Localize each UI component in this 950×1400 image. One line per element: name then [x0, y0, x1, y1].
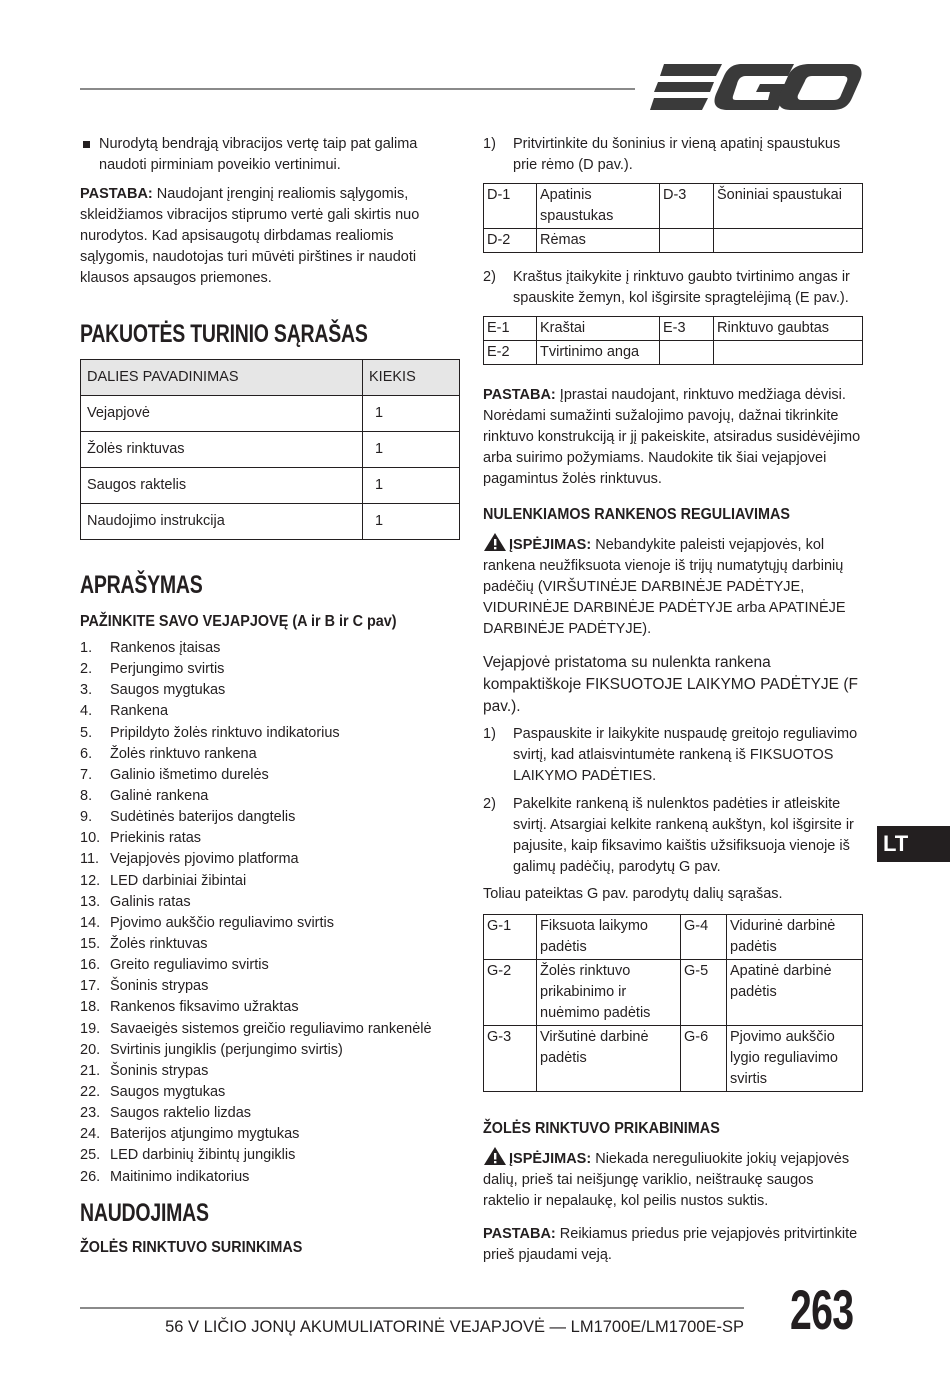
cell-code: [660, 341, 714, 365]
cell-qty: 1: [363, 468, 460, 504]
cell-qty: 1: [363, 396, 460, 432]
list-item: [80, 744, 460, 765]
list-item: [80, 1103, 460, 1124]
list-item-label: Vejapjovės pjovimo platforma: [110, 851, 299, 868]
cell-part: Vejapjovė: [81, 396, 363, 432]
list-item: [80, 786, 460, 807]
list-item: [80, 934, 460, 955]
list-item: [80, 1167, 460, 1188]
note-accessories: PASTABA: Reikiamus priedus prie vejapjovės pritvirtinkite prieš pjaudami veją.: [483, 1226, 858, 1263]
list-item-number: 5.: [80, 724, 93, 741]
list-item-number: 2.: [80, 661, 93, 678]
warning-triangle-icon: [483, 532, 507, 552]
list-item: [80, 680, 460, 701]
footer-title: 56 V LIČIO JONŲ AKUMULIATORINĖ VEJAPJOVĖ — LM1700E/LM1700E-SP: [165, 1318, 744, 1336]
cell-code: G-2: [484, 960, 537, 1026]
list-item: [80, 871, 460, 892]
list-item-number: 10.: [80, 830, 101, 847]
list-item: [80, 765, 460, 786]
operation-title: NAUDOJIMAS: [80, 1198, 209, 1227]
table-row: [484, 341, 863, 365]
list-item-number: 11.: [80, 851, 100, 868]
list-item-label: Priekinis ratas: [110, 830, 202, 847]
attach-title: ŽOLĖS RINKTUVO PRIKABINIMAS: [483, 1120, 720, 1137]
ego-logo: [650, 62, 862, 114]
list-item-number: 6.: [80, 745, 93, 762]
list-item: [80, 849, 460, 870]
list-item: [80, 1124, 460, 1145]
list-item-label: Galinio išmetimo durelės: [110, 766, 269, 783]
table-row: [484, 317, 863, 341]
cell-label: Rėmas: [537, 229, 660, 253]
list-item: [80, 828, 460, 849]
list-item: [80, 1019, 460, 1040]
list-item-label: Pjovimo aukščio reguliavimo svirtis: [110, 914, 335, 931]
list-item-number: 16.: [80, 957, 101, 974]
handle-step-2: 2) Pakelkite rankeną iš nulenktos padėties ir atleiskite svirtį. Atsargiai kelkite rankeną aukštyn, kol išgirsite ir pajusite, kaip fiksavimo kaištis užsifiksuoja vienoje iš galimų padėčių, parodytų G pav.: [483, 796, 854, 875]
handle-step-1: 1) Paspauskite ir laikykite nuspaudę greitojo reguliavimo svirtį, kad atlaisvintumėte rankeną iš FIKSUOTOS LAIKYMO PADĖTIES.: [483, 726, 858, 784]
handle-adjust-title: NULENKIAMOS RANKENOS REGULIAVIMAS: [483, 506, 790, 523]
list-item-number: 19.: [80, 1020, 101, 1037]
list-item: [80, 1040, 460, 1061]
cell-code: G-1: [484, 915, 537, 960]
list-item: [80, 1145, 460, 1166]
table-row: [81, 432, 460, 468]
pack-contents-title: PAKUOTĖS TURINIO SĄRAŠAS: [80, 320, 368, 348]
assembly-title: ŽOLĖS RINKTUVO SURINKIMAS: [80, 1238, 303, 1256]
table-row: [484, 229, 863, 253]
cell-label: [714, 341, 863, 365]
table-row: [484, 1026, 863, 1092]
cell-label: Vidurinė darbinė padėtis: [727, 915, 863, 960]
g-intro: Toliau pateiktas G pav. parodytų dalių sąrašas.: [483, 886, 783, 902]
list-item-label: Šoninis strypas: [110, 978, 209, 995]
list-item-label: Saugos mygtukas: [110, 1083, 226, 1100]
col-header-part: DALIES PAVADINIMAS: [81, 360, 363, 396]
cell-code: G-6: [681, 1026, 727, 1092]
list-item: [80, 913, 460, 934]
cell-label: Rinktuvo gaubtas: [714, 317, 863, 341]
cell-label: Fiksuota laikymo padėtis: [537, 915, 681, 960]
list-item-number: 7.: [80, 766, 93, 783]
list-item-label: Saugos raktelio lizdas: [110, 1105, 252, 1122]
list-item-number: 20.: [80, 1041, 101, 1058]
list-item: [80, 723, 460, 744]
list-item-label: Savaeigės sistemos greičio reguliavimo rankenėlė: [110, 1020, 432, 1037]
cell-code: G-3: [484, 1026, 537, 1092]
list-item-label: Saugos mygtukas: [110, 682, 226, 699]
list-item-label: Perjungimo svirtis: [110, 661, 225, 678]
list-item: [80, 955, 460, 976]
cell-label: Viršutinė darbinė padėtis: [537, 1026, 681, 1092]
list-item-number: 21.: [80, 1062, 101, 1079]
list-item-label: Rankena: [110, 703, 169, 720]
right-column: [483, 134, 863, 1266]
table-g: [483, 914, 863, 1092]
warning-attach: ĮSPĖJIMAS: Niekada nereguliuokite jokių vejapjovės dalių, prieš tai neišjungę variklio, neištraukę saugos raktelio ir nepalaukę, kol peilis nustos suktis.: [483, 1146, 863, 1212]
list-item: [80, 638, 460, 659]
list-item-label: LED darbiniai žibintai: [110, 872, 247, 889]
table-row: [484, 184, 863, 229]
list-item-number: 15.: [80, 935, 101, 952]
list-item-label: Šoninis strypas: [110, 1062, 209, 1079]
cell-code: E-2: [484, 341, 537, 365]
cell-code: G-4: [681, 915, 727, 960]
list-item-label: Baterijos atjungimo mygtukas: [110, 1126, 300, 1143]
list-item: [80, 997, 460, 1018]
table-row: [81, 468, 460, 504]
table-row: [484, 915, 863, 960]
cell-code: D-1: [484, 184, 537, 229]
list-item-label: Žolės rinktuvas: [110, 935, 208, 952]
know-your-mower-title: PAŽINKITE SAVO VEJAPJOVĘ (A ir B ir C pav): [80, 613, 397, 630]
table-row: [81, 504, 460, 540]
warning-triangle-icon: [483, 1146, 507, 1166]
cell-label: Tvirtinimo anga: [537, 341, 660, 365]
list-item-label: LED darbinių žibintų jungiklis: [110, 1147, 296, 1164]
cell-qty: 1: [363, 432, 460, 468]
cell-code: G-5: [681, 960, 727, 1026]
cell-part: Naudojimo instrukcija: [81, 504, 363, 540]
list-item-number: 26.: [80, 1168, 101, 1185]
list-item-label: Svirtinis jungiklis (perjungimo svirtis): [110, 1041, 343, 1058]
table-header-row: [81, 360, 460, 396]
cell-label: Apatinė darbinė padėtis: [727, 960, 863, 1026]
step-2: 2) Kraštus įtaikykite į rinktuvo gaubto tvirtinimo angas ir spauskite žemyn, kol išgirsite spragtelėjimą (E pav.).: [483, 269, 850, 306]
note-vibration: PASTABA: Naudojant įrenginį realiomis sąlygomis, skleidžiamos vibracijos stiprumo vertė gali skirtis nuo nurodytos. Kad apsisaugotų dirbdamas realiomis sąlygomis, naudotojas turi mūvėti pirštines ir naudoti klausos apsaugos priemones.: [80, 186, 420, 286]
list-item-label: Galinė rankena: [110, 787, 209, 804]
vibration-bullet: Nurodytą bendrąją vibracijos vertę taip pat galima naudoti pirminiam poveikio vertinimui.: [80, 134, 460, 176]
cell-part: Saugos raktelis: [81, 468, 363, 504]
list-item-number: 12.: [80, 872, 101, 889]
list-item-number: 4.: [80, 703, 93, 720]
cell-label: [714, 229, 863, 253]
list-item-number: 24.: [80, 1126, 101, 1143]
page-number: 263: [790, 1278, 854, 1341]
list-item-label: Greito reguliavimo svirtis: [110, 957, 269, 974]
cell-qty: 1: [363, 504, 460, 540]
header-rule: [80, 88, 635, 90]
cell-label: Žolės rinktuvo prikabinimo ir nuėmimo padėtis: [537, 960, 681, 1026]
list-item: [80, 1082, 460, 1103]
table-e: [483, 316, 863, 365]
note-wear: PASTABA: Įprastai naudojant, rinktuvo medžiaga dėvisi. Norėdami sumažinti sužalojimo pavojų, dažnai tikrinkite rinktuvo konstrukciją ir jį pakeiskite, atsiradus susidėvėjimo arba suirimo požymiams. Naudokite tik šiai vejapjovei pagamintus žolės rinktuvus.: [483, 387, 861, 487]
cell-label: Pjovimo aukščio lygio reguliavimo svirtis: [727, 1026, 863, 1092]
step-1: 1) Pritvirtinkite du šoninius ir vieną apatinį spaustukus prie rėmo (D pav.).: [483, 136, 841, 173]
cell-code: D-2: [484, 229, 537, 253]
cell-code: D-3: [660, 184, 714, 229]
table-d: [483, 183, 863, 253]
table-row: [484, 960, 863, 1026]
list-item: [80, 976, 460, 997]
list-item-number: 13.: [80, 893, 101, 910]
list-item-label: Rankenos įtaisas: [110, 640, 221, 656]
table-row: [81, 396, 460, 432]
list-item-label: Rankenos fiksavimo užraktas: [110, 999, 299, 1016]
list-item-number: 8.: [80, 787, 93, 804]
cell-label: Apatinis spaustukas: [537, 184, 660, 229]
pack-contents-table: [80, 359, 460, 540]
cell-code: [660, 229, 714, 253]
list-item-number: 3.: [80, 682, 93, 699]
list-item-label: Pripildyto žolės rinktuvo indikatorius: [110, 724, 340, 741]
list-item-number: 23.: [80, 1105, 101, 1122]
list-item-number: 17.: [80, 978, 101, 995]
cell-code: E-3: [660, 317, 714, 341]
parts-list: [80, 638, 460, 1188]
list-item-number: 9.: [80, 809, 93, 826]
list-item-label: Galinis ratas: [110, 893, 191, 910]
list-item: [80, 659, 460, 680]
list-item-label: Maitinimo indikatorius: [110, 1168, 250, 1185]
col-header-qty: KIEKIS: [363, 360, 460, 396]
list-item-label: Žolės rinktuvo rankena: [110, 745, 257, 762]
description-title: APRAŠYMAS: [80, 571, 203, 599]
list-item-number: 14.: [80, 914, 101, 931]
cell-part: Žolės rinktuvas: [81, 432, 363, 468]
list-item: [80, 892, 460, 913]
language-tab: LT: [877, 826, 950, 862]
cell-code: E-1: [484, 317, 537, 341]
cell-label: Šoniniai spaustukai: [714, 184, 863, 229]
list-item: [80, 1061, 460, 1082]
warning-handle: ĮSPĖJIMAS: Nebandykite paleisti vejapjovės, kol rankena neužfiksuota vienoje iš trijų numatytųjų darbinių padėčių (VIRŠUTINĖJE DARBINĖJE PADĖTYJE, VIDURINĖJE DARBINĖJE PADĖTYJE arba APATINĖJE DARBINĖJE PADĖTYJE).: [483, 532, 863, 640]
list-item-number: 18.: [80, 999, 101, 1016]
list-item-number: 22.: [80, 1083, 101, 1100]
list-item-number: 1.: [80, 640, 93, 656]
cell-label: Kraštai: [537, 317, 660, 341]
left-column: [80, 134, 460, 1259]
list-item-number: 25.: [80, 1147, 101, 1164]
list-item: [80, 701, 460, 722]
list-item: [80, 807, 460, 828]
list-item-label: Sudėtinės baterijos dangtelis: [110, 809, 296, 826]
handle-intro: Vejapjovė pristatoma su nulenkta rankena kompaktiškoje FIKSUOTOJE LAIKYMO PADĖTYJE (F pav.).: [483, 654, 858, 715]
footer-rule: [80, 1307, 744, 1309]
